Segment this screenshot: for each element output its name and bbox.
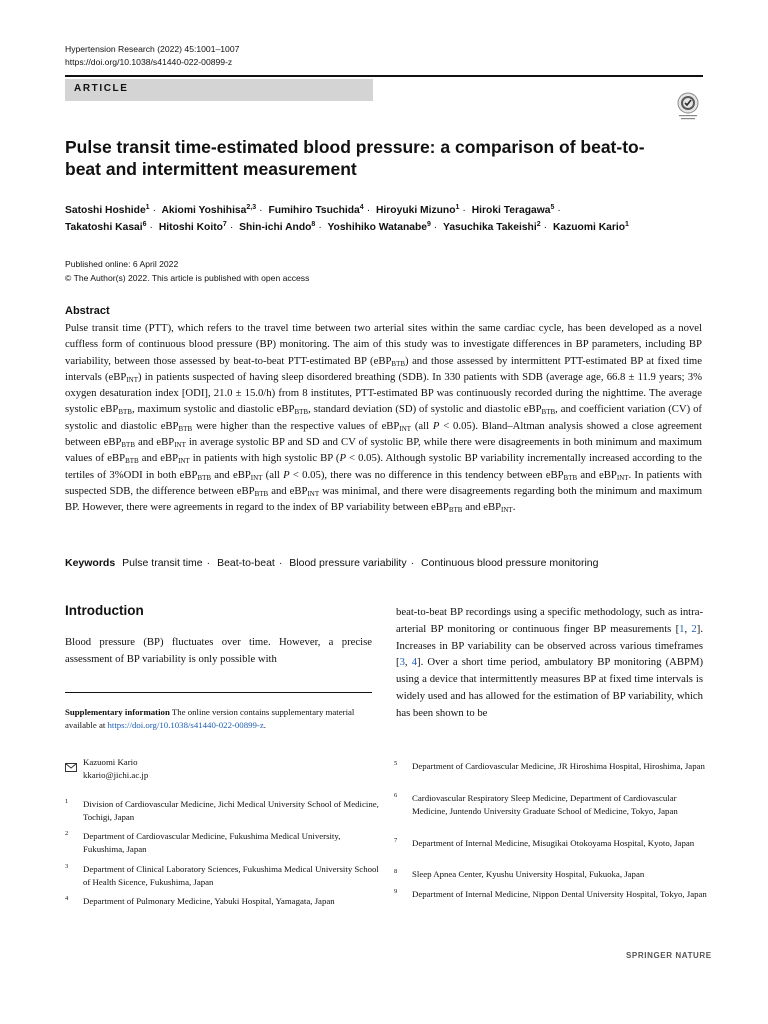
- license-line: © The Author(s) 2022. This article is published with open access: [65, 273, 310, 283]
- envelope-icon: [65, 759, 77, 768]
- author-separator: ·: [462, 205, 466, 216]
- published-date: Published online: 6 April 2022: [65, 259, 179, 269]
- article-type-label: ARTICLE: [74, 83, 129, 94]
- corresponding-author: Kazuomi Kario: [83, 757, 138, 767]
- author-separator: ·: [149, 222, 153, 233]
- author: Yasuchika Takeishi$^2$: [443, 221, 541, 233]
- author-separator: ·: [543, 222, 548, 233]
- author: Shin-ichi Ando$^8$: [239, 221, 316, 233]
- author: Hiroki Teragawa$^5$: [471, 204, 555, 216]
- keyword: Beat-to-beat: [217, 557, 275, 569]
- article-title: Pulse transit time-estimated blood pressure: a comparison of beat-to-beat and intermittent measurement: [65, 137, 645, 179]
- publication-info: [65, 257, 309, 285]
- header-rule: [65, 75, 703, 77]
- abstract-heading: Abstract: [65, 305, 110, 317]
- author: Yoshihiko Watanabe$^9$: [327, 221, 431, 233]
- author-separator: ·: [318, 222, 322, 233]
- author: Fumihiro Tsuchida$^4$: [268, 204, 364, 216]
- author-separator: ·: [259, 205, 263, 216]
- author: Hitoshi Koito$^7$: [158, 221, 227, 233]
- reference-link[interactable]: 2: [691, 622, 697, 635]
- author: Kazuomi Kario$^1$: [552, 221, 629, 233]
- reference-link[interactable]: 1: [679, 622, 685, 635]
- keyword: Pulse transit time: [122, 557, 203, 569]
- reference-link[interactable]: 3: [399, 656, 405, 669]
- author: Satoshi Hoshide$^1$: [65, 204, 150, 216]
- reference-link[interactable]: 4: [411, 656, 418, 669]
- corresponding-email[interactable]: kkario@jichi.ac.jp: [83, 770, 149, 780]
- keywords: Keywords Pulse transit time · Beat-to-beat · Blood pressure variability · Continuous blood pressure monitoring: [65, 557, 599, 569]
- author-separator: ·: [229, 222, 234, 233]
- keywords-label: Keywords: [65, 557, 116, 569]
- check-for-updates-icon[interactable]: [676, 92, 700, 122]
- author-separator: ·: [557, 205, 561, 216]
- supplementary-link[interactable]: https://doi.org/10.1038/s41440-022-00899-z: [107, 719, 264, 730]
- journal-citation: Hypertension Research (2022) 45:1001–1007: [65, 44, 240, 54]
- keyword: Continuous blood pressure monitoring: [421, 557, 599, 569]
- author-separator: ·: [433, 222, 438, 233]
- introduction-text-right: beat-to-beat BP recordings using a specific methodology, such as intra-arterial BP monitoring or continuous finger BP measurements [1, 2]. Increases in BP variability can be observed across various timeframes [3, 4]. Over a short time period, ambulatory BP monitoring (ABPM) using a device that intermittently measures BP at fixed time intervals is widely used and has allowed for the estimation of BP variability, which has been shown to be: [396, 606, 704, 719]
- author-list: [65, 202, 705, 236]
- footnote-divider: [65, 692, 372, 693]
- keyword: Blood pressure variability: [289, 557, 407, 569]
- introduction-text-left: Blood pressure (BP) fluctuates over time. However, a precise assessment of BP variability is only possible with: [65, 636, 372, 665]
- journal-header: [65, 43, 239, 69]
- supplementary-info: Supplementary information The online version contains supplementary material available at https://doi.org/10.1038/s41440-022-00899-z.: [65, 707, 355, 730]
- publisher-logo: SPRINGER NATURE: [626, 951, 712, 960]
- author: Hiroyuki Mizuno$^1$: [376, 204, 460, 216]
- author-separator: ·: [152, 205, 157, 216]
- author: Takatoshi Kasai$^6$: [65, 221, 147, 233]
- author: Akiomi Yoshihisa$^{2,3}$: [161, 204, 257, 216]
- introduction-heading: Introduction: [65, 603, 144, 618]
- abstract-text: Pulse transit time (PTT), which refers to the travel time between two arterial sites within the same cardiac cycle, has been developed as a novel cuffless form of continuous blood pressure (BP) monitoring. The aim of this study was to investigate differences in BP parameters, including BP variability, between those assessed by beat-to-beat PTT-estimated BP (eBP$_{BTB}$) and those assessed by intermittent PTT-estimated BP at fixed time intervals (eBP$_{INT}$) in patients suspected of having sleep disordered breathing (SDB). In 330 patients with SDB (average age, 66.8 ± 11.9 years; 3% oxygen desaturation index [ODI], 21.0 ± 15.0/h) from 8 institutes, PTT-estimated BP was continuously recorded during the nighttime. The average systolic eBP$_{BTB}$, maximum systolic and diastolic eBP$_{BTB}$, standard deviation (SD) of systolic and diastolic eBP$_{BTB}$, and coefficient variation (CV) of systolic and diastolic eBP$_{BTB}$ were higher than the respective values of eBP$_{INT}$ (all P < 0.05). Bland–Altman analysis showed a close agreement between eBP$_{BTB}$ and eBP$_{INT}$ in average systolic BP and SD and CV of systolic BP, while there were disagreements in both minimum and maximum values of eBP$_{BTB}$ and eBP$_{INT}$ in patients with high systolic BP (P < 0.05). Although systolic BP variability incrementally increased according to the tertiles of 3%ODI in both eBP$_{BTB}$ and eBP$_{INT}$ (all P < 0.05), there was no difference in this tendency between eBP$_{BTB}$ and eBP$_{INT}$. In patients with suspected SDB, the difference between eBP$_{BTB}$ and eBP$_{INT}$ was minimal, and there were disagreements regarding both the minimum and maximum BP. However, there were agreements in regard to the index of BP variability between eBP$_{BTB}$ and eBP$_{INT}$.: [65, 322, 703, 515]
- author-separator: ·: [366, 205, 371, 216]
- correspondence: [83, 756, 148, 782]
- journal-doi[interactable]: https://doi.org/10.1038/s41440-022-00899-z: [65, 57, 233, 67]
